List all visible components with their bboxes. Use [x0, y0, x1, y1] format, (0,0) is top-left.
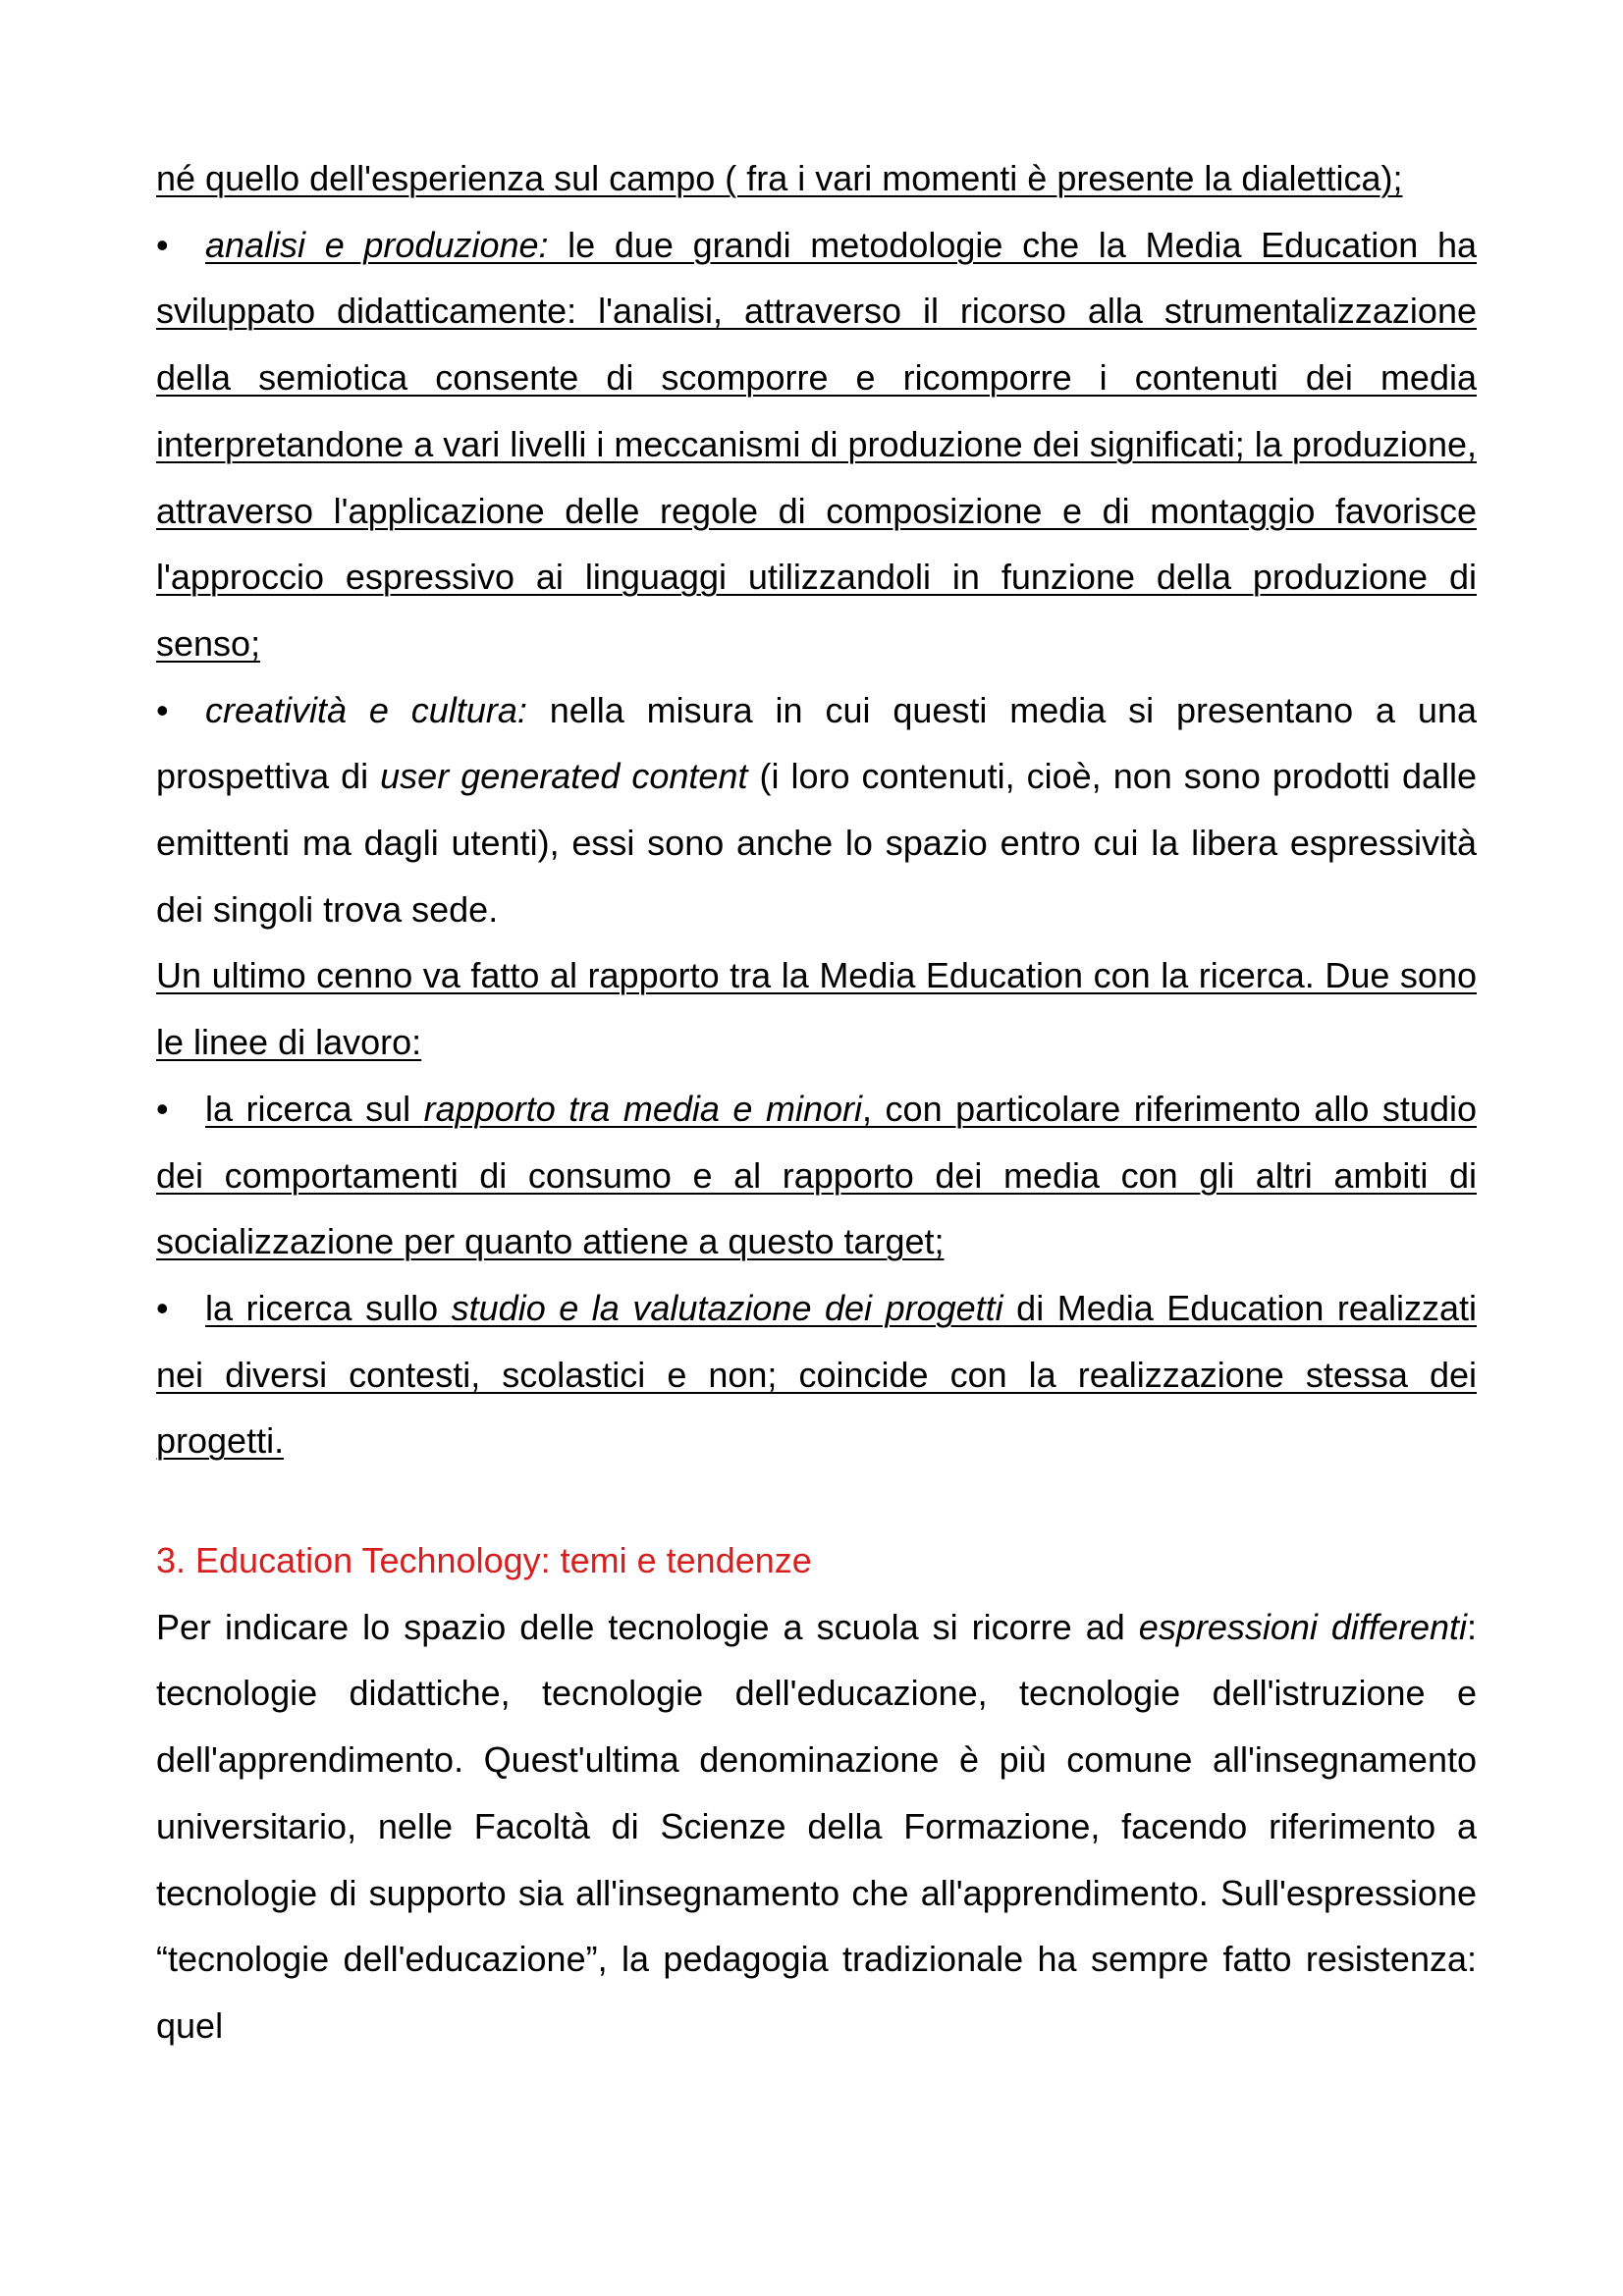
- research-intro: Un ultimo cenno va fatto al rapporto tra la Media Education con la ricerca. Due sono le linee di lavoro:: [156, 955, 1477, 1063]
- section3-emphasis: espressioni differenti: [1138, 1606, 1467, 1647]
- bullet-text: le due grandi metodologie che la Media Education ha sviluppato didatticamente: l'analisi, attraverso il ricorso alla strumentalizzazione della semiotica consente di scomporre e ricomporre i contenuti dei media interpretandone a vari livelli i meccanismi di produzione dei significati; la produzione, attraverso l'applicazione delle regole di composizione e di montaggio favorisce l'approccio espressivo ai linguaggi utilizzandoli in funzione della produzione di senso;: [156, 224, 1477, 664]
- bullet-emphasis: studio e la valutazione dei progetti: [451, 1287, 1003, 1328]
- section-spacer: [156, 1474, 1477, 1527]
- section3-text: Per indicare lo spazio delle tecnologie a scuola si ricorre ad: [156, 1606, 1139, 1647]
- paragraph-section3: [156, 1594, 1477, 2059]
- bullet-text: nella misura in cui questi media si presentano a una prospettiva di: [156, 689, 1477, 797]
- bullet-text: di Media Education realizzati nei diversi contesti, scolastici e non; coincide con la realizzazione stessa dei progetti.: [156, 1287, 1477, 1462]
- intro-text: né quello dell'esperienza sul campo ( fra i vari momenti è presente la dialettica);: [156, 158, 1403, 198]
- bullet-icon: •: [156, 689, 169, 730]
- bullet-text: la ricerca sul: [205, 1088, 424, 1129]
- bullet-term: creatività e cultura:: [205, 689, 527, 730]
- section-heading: 3. Education Technology: temi e tendenze: [156, 1540, 812, 1581]
- bullet-emphasis: rapporto tra media e minori: [423, 1088, 863, 1129]
- bullet-text: (i loro contenuti, cioè, non sono prodotti dalle emittenti ma dagli utenti), essi sono anche lo spazio entro cui la libera espressività dei singoli trova sede.: [156, 756, 1478, 930]
- document-page: [156, 145, 1477, 2059]
- bullet-icon: •: [156, 1088, 169, 1129]
- bullet-creativita-cultura: [156, 677, 1477, 943]
- bullet-term: analisi e produzione:: [205, 224, 549, 265]
- bullet-analisi-produzione: [156, 212, 1477, 677]
- bullet-text: la ricerca sullo: [205, 1287, 452, 1328]
- paragraph-intro: [156, 145, 1477, 212]
- bullet-icon: •: [156, 1287, 169, 1328]
- bullet-text: , con particolare riferimento allo studio dei comportamenti di consumo e al rapporto dei media con gli altri ambiti di socializzazione per quanto attiene a questo target;: [156, 1088, 1477, 1262]
- bullet-rapporto-media-minori: [156, 1076, 1477, 1275]
- bullet-icon: •: [156, 224, 169, 265]
- bullet-emphasis: user generated content: [380, 756, 748, 797]
- bullet-valutazione-progetti: [156, 1275, 1477, 1474]
- section3-text: : tecnologie didattiche, tecnologie dell'educazione, tecnologie dell'istruzione e dell'apprendimento. Quest'ultima denominazione è più comune all'insegnamento universitario, nelle Facoltà di Scienze della Formazione, facendo riferimento a tecnologie di supporto sia all'insegnamento che all'apprendimento. Sull'espressione “tecnologie dell'educazione”, la pedagogia tradizionale ha sempre fatto resistenza: quel: [156, 1606, 1478, 2046]
- paragraph-research: [156, 942, 1477, 1075]
